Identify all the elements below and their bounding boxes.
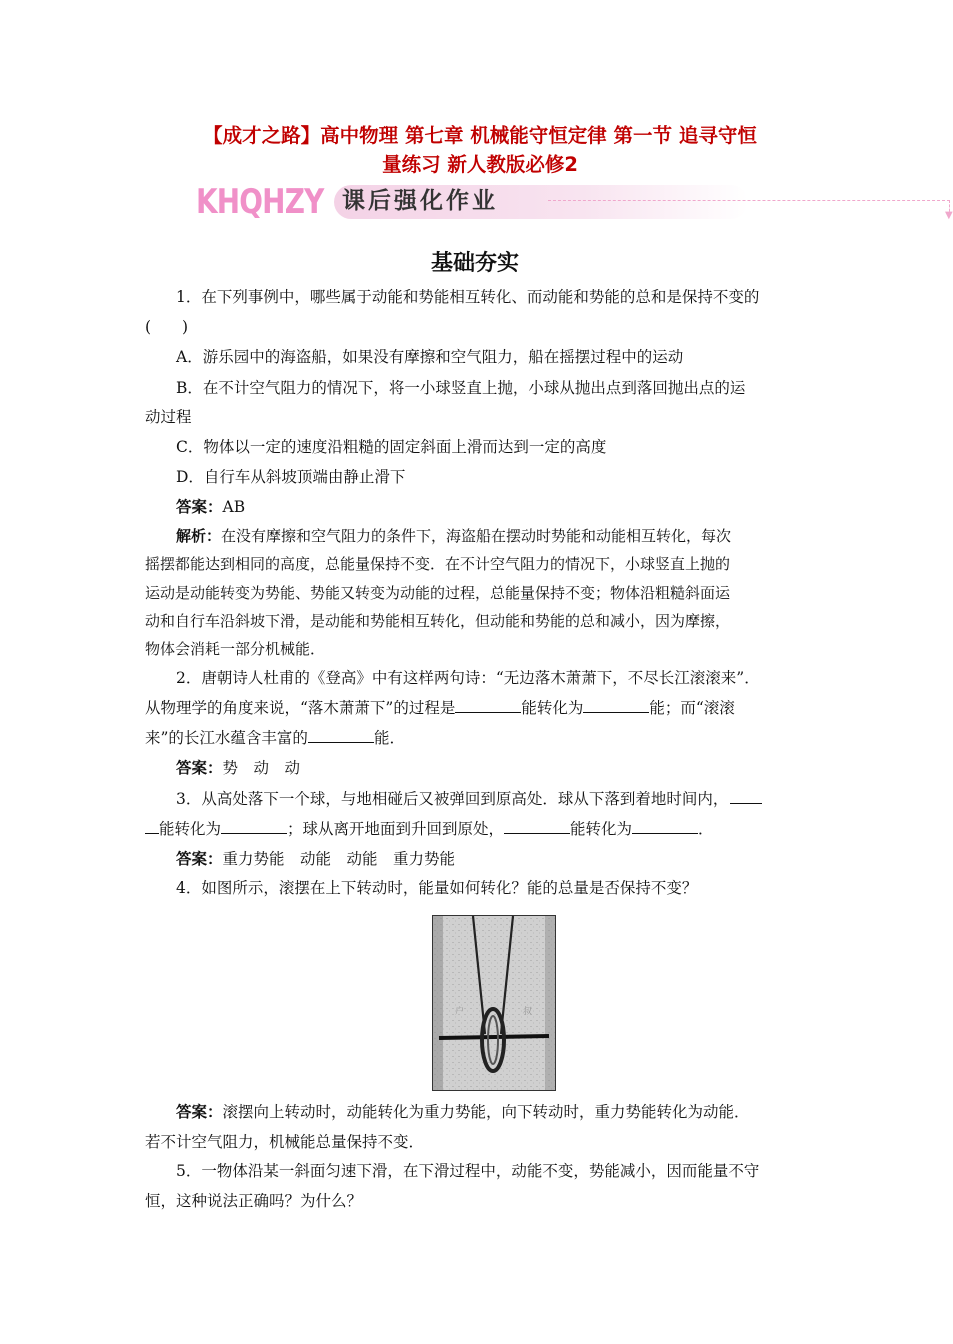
answer-value: AB [222,498,246,516]
q4-answer-line-1 [176,1101,750,1123]
answer-value: 势 动 动 [222,759,301,777]
q3-text-d: 能转化为 [570,820,633,838]
q2-text-a: 从物理学的角度来说，“落木萧萧下”的过程是 [145,699,456,717]
q1-option-b-line-1: B．在不计空气阻力的情况下，将一小球竖直上抛，小球从抛出点到落回抛出点的运 [176,379,746,397]
answer-value: 重力势能 动能 动能 重力势能 [222,850,456,868]
q1-answer [176,496,245,518]
document-title [140,121,820,179]
q2-text-b: 能转化为 [521,699,584,717]
title-line-1: 【成才之路】高中物理 第七章 机械能守恒定律 第一节 追寻守恒 [203,124,757,147]
fill-blank [632,819,698,834]
q2-text-d: 来”的长江水蕴含丰富的 [145,729,308,747]
q1-analysis-line-5: 物体会消耗一部分机械能． [145,640,326,658]
q4-answer-line-2: 若不计空气阻力，机械能总量保持不变． [145,1133,425,1151]
q1-option-d: D．自行车从斜坡顶端由静止滑下 [176,468,406,486]
q1-option-a: A．游乐园中的海盗船，如果没有摩擦和空气阻力，船在摇摆过程中的运动 [176,348,684,366]
homework-banner [196,180,953,226]
q1-option-c: C．物体以一定的速度沿粗糙的固定斜面上滑而达到一定的高度 [176,438,607,456]
svg-text:叔: 叔 [523,1007,533,1017]
q1-analysis-line-3: 运动是动能转变为势能、势能又转变为动能的过程，总能量保持不变；物体沿粗糙斜面运 [145,584,731,602]
q2-line-1: 2．唐朝诗人杜甫的《登高》中有这样两句诗：“无边落木萧萧下，不尽长江滚滚来”． [176,669,760,687]
analysis-label: 解析： [176,527,222,545]
banner-arrow-icon: ▼ [945,210,953,221]
q3-text-e: ． [698,820,714,838]
q1-analysis-line-2: 摇摆都能达到相同的高度，总能量保持不变．在不计空气阻力的情况下，小球竖直上抛的 [145,555,731,573]
q1-analysis-line-4: 动和自行车沿斜坡下滑，是动能和势能相互转化，但动能和势能的总和减小，因为摩擦， [145,612,731,630]
answer-label: 答案： [176,497,223,516]
q3-answer [176,848,455,870]
banner-logo: KHQHZY [196,182,324,222]
answer-label: 答案： [176,849,223,868]
q2-line-2 [145,697,735,719]
q2-text-c: 能；而“滚滚 [649,699,735,717]
q2-answer [176,757,300,779]
fill-blank [455,698,521,713]
q2-line-3 [145,727,405,749]
q3-line-1 [176,788,762,810]
analysis-text: 在没有摩擦和空气阻力的条件下，海盗船在摆动时势能和动能相互转化，每次 [221,527,732,545]
q2-text-e: 能． [373,729,405,747]
fill-blank [504,819,570,834]
answer-text: 滚摆向上转动时，动能转化为重力势能，向下转动时，重力势能转化为动能． [222,1103,750,1121]
fill-blank [308,728,374,743]
q3-text-a: 3．从高处落下一个球，与地相碰后又被弹回到原高处．球从下落到着地时间内， [176,790,729,808]
fill-blank [583,698,649,713]
q3-text-c: ；球从离开地面到升回到原处， [287,820,505,838]
fill-blank [221,819,287,834]
q1-stem-line-2: ( ) [145,318,189,336]
svg-text:户: 户 [455,1007,465,1017]
q1-option-b-line-2: 动过程 [145,408,192,426]
q5-line-1: 5．一物体沿某一斜面匀速下滑，在下滑过程中，动能不变，势能减小，因而能量不守 [176,1162,760,1180]
q1-analysis-line-1 [176,525,731,547]
q3-line-2 [145,818,714,840]
q1-stem-line-1: 1．在下列事例中，哪些属于动能和势能相互转化、而动能和势能的总和是保持不变的 [176,288,760,306]
answer-label: 答案： [176,758,223,777]
title-line-2: 量练习 新人教版必修2 [382,153,578,176]
banner-text: 课后强化作业 [342,188,498,214]
fill-blank [145,819,159,834]
fill-blank [730,789,762,804]
answer-label: 答案： [176,1102,223,1121]
section-title: 基础夯实 [430,251,519,276]
q4-stem: 4．如图所示，滚摆在上下转动时，能量如何转化？能的总量是否保持不变？ [176,879,698,897]
maxwell-pendulum-figure [432,915,556,1091]
q5-line-2: 恒，这种说法正确吗？为什么？ [145,1192,363,1210]
pendulum-illustration [433,916,555,1090]
q3-text-b: 能转化为 [159,820,222,838]
banner-dashed-line [548,200,950,201]
